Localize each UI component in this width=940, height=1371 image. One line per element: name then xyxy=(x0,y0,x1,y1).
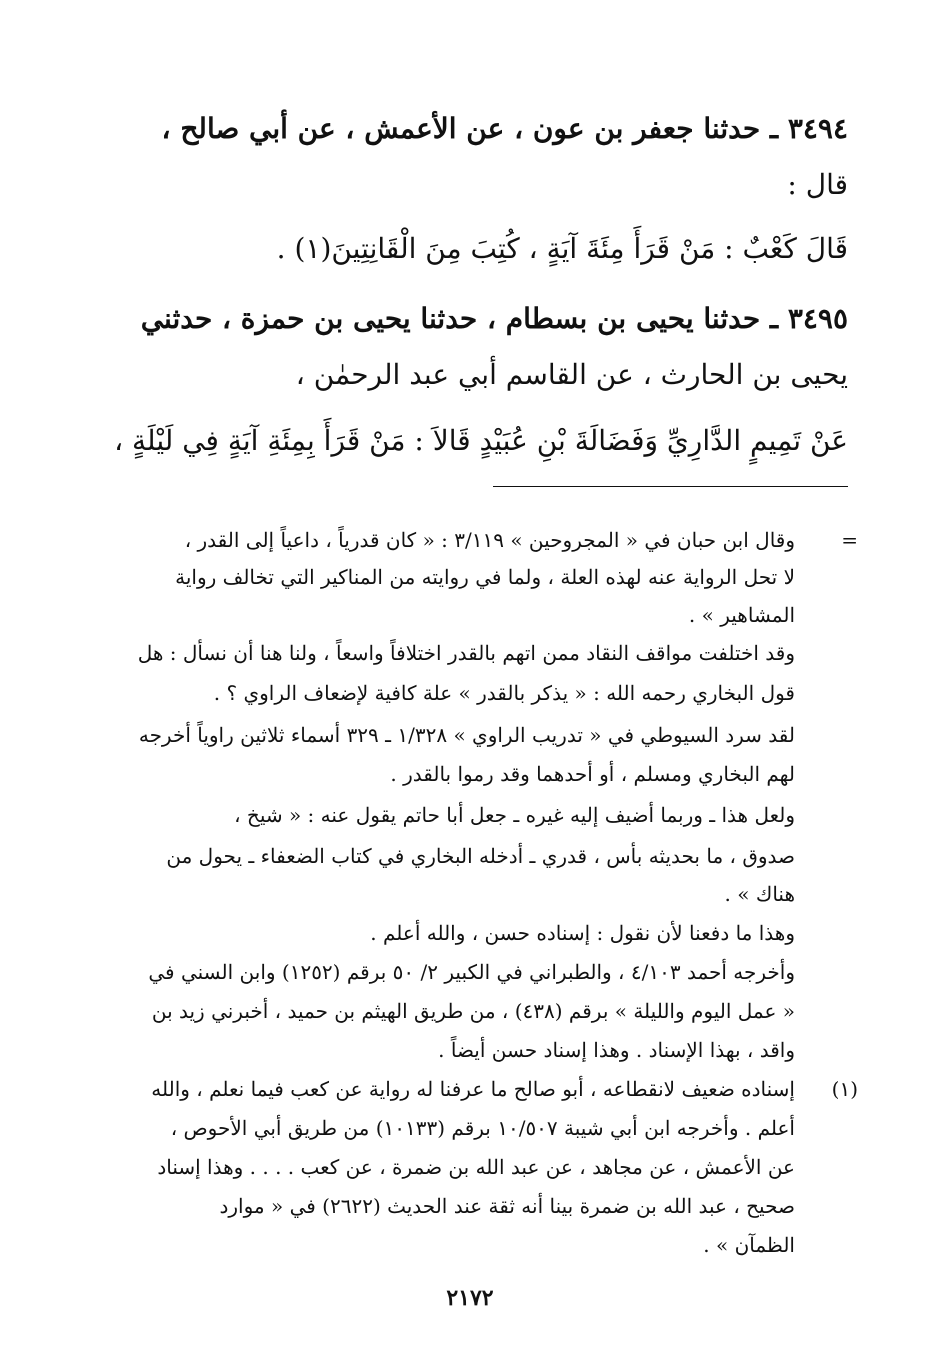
hadith-3494-line1: ٣٤٩٤ ـ حدثنا جعفر بن عون ، عن الأعمش ، عن أبي صالح ، xyxy=(161,112,848,145)
footnote-1-line: صحيح ، عبد الله بن ضمرة بينا أنه ثقة عند الحديث (٢٦٢٢) في « موارد xyxy=(219,1194,795,1218)
footnote-line: وقد اختلفت مواقف النقاد ممن اتهم بالقدر اختلافاً واسعاً ، ولنا هنا أن نسأل : هل xyxy=(137,641,795,665)
footnote-1-line: أعلم . وأخرجه ابن أبي شيبة ١٠/٥٠٧ برقم (١٠١٣٣) من طريق أبي الأحوص ، xyxy=(170,1116,795,1140)
footnote-line: لهم البخاري ومسلم ، أو أحدهما وقد رموا بالقدر . xyxy=(390,762,795,786)
footnote-line: « عمل اليوم والليلة » برقم (٤٣٨) ، من طريق الهيثم بن حميد ، أخبرني زيد بن xyxy=(151,999,795,1023)
hadith-3495-line1: ٣٤٩٥ ـ حدثنا يحيى بن بسطام ، حدثنا يحيى بن حمزة ، حدثني xyxy=(140,302,848,335)
footnote-separator xyxy=(493,486,848,487)
footnote-line: لا تحل الرواية عنه لهذه العلة ، ولما في روايته من المناكير التي تخالف رواية xyxy=(175,565,795,589)
continuation-marker: = xyxy=(841,528,858,552)
footnote-line: واقد ، بهذا الإسناد . وهذا إسناد حسن أيضاً . xyxy=(438,1038,795,1062)
hadith-3495-quote: عَنْ تَمِيمٍ الدَّارِيِّ وَفَضَالَةَ بْنِ عُبَيْدٍ قَالاَ : مَنْ قَرَأَ بِمِئَةِ آيَةٍ فِي لَيْلَةٍ ، xyxy=(114,424,848,457)
footnote-line: قول البخاري رحمه الله : « يذكر بالقدر » علة كافية لإضعاف الراوي ؟ . xyxy=(213,681,795,705)
footnote-line: المشاهير » . xyxy=(688,603,795,627)
page-number: ٢١٧٢ xyxy=(446,1285,494,1311)
hadith-3495-line2: يحيى بن الحارث ، عن القاسم أبي عبد الرحمٰن ، xyxy=(295,358,848,391)
footnote-1-marker: (١) xyxy=(831,1077,858,1101)
footnote-line: ولعل هذا ـ وربما أضيف إليه غيره ـ جعل أبا حاتم يقول عنه : « شيخ ، xyxy=(234,803,795,827)
footnote-line: لقد سرد السيوطي في « تدريب الراوي » ١/٣٢٨ ـ ٣٢٩ أسماء ثلاثين راوياً أخرجه xyxy=(138,723,795,747)
footnote-line: وأخرجه أحمد ٤/١٠٣ ، والطبراني في الكبير ٢/ ٥٠ برقم (١٢٥٢) وابن السني في xyxy=(148,960,795,984)
hadith-3494-quote: قَالَ كَعْبٌ : مَنْ قَرَأَ مِئَةَ آيَةٍ ، كُتِبَ مِنَ الْقَانِتِينَ(١) . xyxy=(276,232,848,265)
footnote-1-line: الظمآن » . xyxy=(703,1233,795,1257)
footnote-1-line: إسناده ضعيف لانقطاعه ، أبو صالح ما عرفنا له رواية عن كعب فيما نعلم ، والله xyxy=(151,1077,795,1101)
hadith-3494-line2: قال : xyxy=(787,168,848,201)
footnote-line: صدوق ، ما بحديثه بأس ، قدري ـ أدخله البخاري في كتاب الضعفاء ـ يحول من xyxy=(166,844,795,868)
footnote-line: وقال ابن حبان في « المجروحين » ٣/١١٩ : « كان قدرياً ، داعياً إلى القدر ، xyxy=(184,528,795,552)
footnote-line: هناك » . xyxy=(724,882,795,906)
footnote-line: وهذا ما دفعنا لأن نقول : إسناده حسن ، والله أعلم . xyxy=(370,921,795,945)
footnote-1-line: عن الأعمش ، عن مجاهد ، عن عبد الله بن ضمرة ، عن كعب . . . . وهذا إسناد xyxy=(157,1155,795,1179)
